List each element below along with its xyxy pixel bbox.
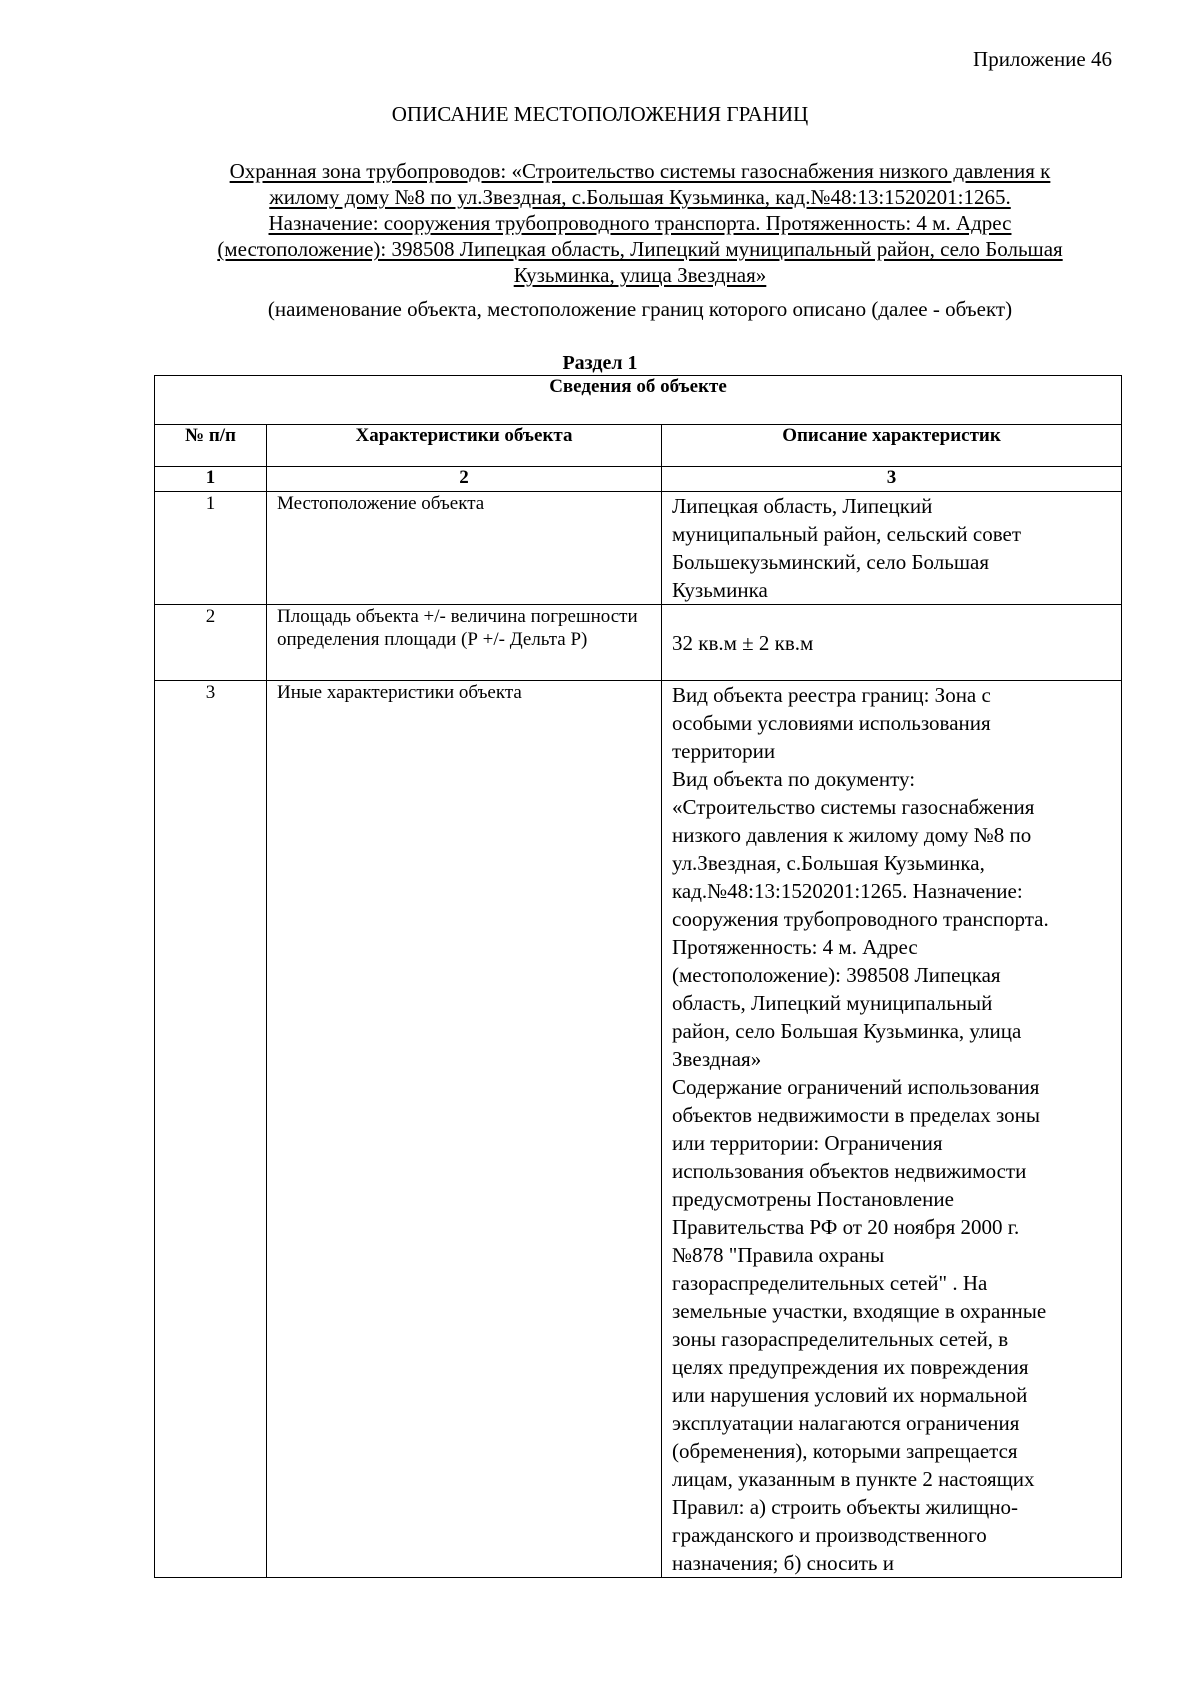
object-name-line: Назначение: сооружения трубопроводного транспорта. Протяженность: 4 м. Адрес (268, 211, 1012, 235)
table-caption-row (155, 376, 1122, 425)
description-line: территории (672, 739, 776, 763)
row-description (662, 492, 1122, 605)
description-line: (обременения), которыми запрещается (672, 1439, 1018, 1463)
column-header-number: № п/п (155, 425, 267, 467)
table-caption: Сведения об объекте (155, 376, 1122, 425)
description-line: Протяженность: 4 м. Адрес (672, 935, 918, 959)
description-line: Кузьминка (672, 578, 768, 602)
description-line: №878 "Правила охраны (672, 1243, 885, 1267)
description-line: зоны газораспределительных сетей, в (672, 1327, 1009, 1351)
description-line: область, Липецкий муниципальный (672, 991, 993, 1015)
description-line: или нарушения условий их нормальной (672, 1383, 1028, 1407)
object-name-line: (местоположение): 398508 Липецкая область, Липецкий муниципальный район, село Большая (217, 237, 1063, 261)
column-header-description: Описание характеристик (662, 425, 1122, 467)
document-title: ОПИСАНИЕ МЕСТОПОЛОЖЕНИЯ ГРАНИЦ (391, 102, 809, 126)
table-header-row (155, 425, 1122, 467)
description-line: Вид объекта по документу: (672, 767, 916, 791)
description-line: лицам, указанным в пункте 2 настоящих (672, 1467, 1035, 1491)
description-line: земельные участки, входящие в охранные (672, 1299, 1047, 1323)
description-line: Содержание ограничений использования (672, 1075, 1040, 1099)
description-line: Большекузьминский, село Большая (672, 550, 989, 574)
object-name-line: Кузьминка, улица Звездная» (513, 263, 767, 287)
description-line: Звездная» (672, 1047, 762, 1071)
description-line: Вид объекта реестра границ: Зона с (672, 683, 991, 707)
table-row (155, 681, 1122, 1578)
description-line: район, село Большая Кузьминка, улица (672, 1019, 1022, 1043)
column-number: 2 (267, 467, 662, 492)
object-name-line: Охранная зона трубопроводов: «Строительство системы газоснабжения низкого давления к (229, 159, 1051, 183)
description-line: ул.Звездная, с.Большая Кузьминка, (672, 851, 985, 875)
description-line: Правительства РФ от 20 ноября 2000 г. (672, 1215, 1020, 1239)
object-info-table (154, 375, 1122, 1578)
object-name-line: жилому дому №8 по ул.Звездная, с.Большая Кузьминка, кад.№48:13:1520201:1265. (269, 185, 1011, 209)
description-line: кад.№48:13:1520201:1265. Назначение: (672, 879, 1023, 903)
table-row (155, 492, 1122, 605)
row-number: 2 (155, 605, 267, 681)
description-line: низкого давления к жилому дому №8 по (672, 823, 1032, 847)
description-line: Правил: а) строить объекты жилищно- (672, 1495, 1018, 1519)
description-line: особыми условиями использования (672, 711, 991, 735)
row-description (662, 605, 1122, 681)
row-number: 3 (155, 681, 267, 1578)
object-name (140, 158, 1140, 288)
description-line: объектов недвижимости в пределах зоны (672, 1103, 1041, 1127)
description-line: использования объектов недвижимости (672, 1159, 1027, 1183)
row-characteristic: Иные характеристики объекта (267, 681, 662, 1578)
object-caption: (наименование объекта, местоположение границ которого описано (далее - объект) (267, 297, 1013, 321)
appendix-label: Приложение 46 (973, 47, 1112, 71)
column-number-row (155, 467, 1122, 492)
description-line: гражданского и производственного (672, 1523, 987, 1547)
table-row (155, 605, 1122, 681)
description-line: (местоположение): 398508 Липецкая (672, 963, 1001, 987)
row-number: 1 (155, 492, 267, 605)
description-line: назначения; б) сносить и (672, 1551, 894, 1575)
description-line: эксплуатации налагаются ограничения (672, 1411, 1020, 1435)
description-line: газораспределительных сетей" . На (672, 1271, 988, 1295)
column-header-characteristic: Характеристики объекта (267, 425, 662, 467)
column-number: 3 (662, 467, 1122, 492)
description-line: сооружения трубопроводного транспорта. (672, 907, 1049, 931)
description-line: «Строительство системы газоснабжения (672, 795, 1035, 819)
description-line: предусмотрены Постановление (672, 1187, 954, 1211)
column-number: 1 (155, 467, 267, 492)
description-line: целях предупреждения их повреждения (672, 1355, 1029, 1379)
row-characteristic: Площадь объекта +/- величина погрешности определения площади (Р +/- Дельта Р) (267, 605, 662, 681)
description-line: муниципальный район, сельский совет (672, 522, 1021, 546)
description-line: или территории: Ограничения (672, 1131, 943, 1155)
description-line: Липецкая область, Липецкий (672, 494, 933, 518)
row-description (662, 681, 1122, 1578)
description-line: 32 кв.м ± 2 кв.м (672, 630, 814, 655)
row-characteristic: Местоположение объекта (267, 492, 662, 605)
section-title: Раздел 1 (562, 352, 638, 374)
